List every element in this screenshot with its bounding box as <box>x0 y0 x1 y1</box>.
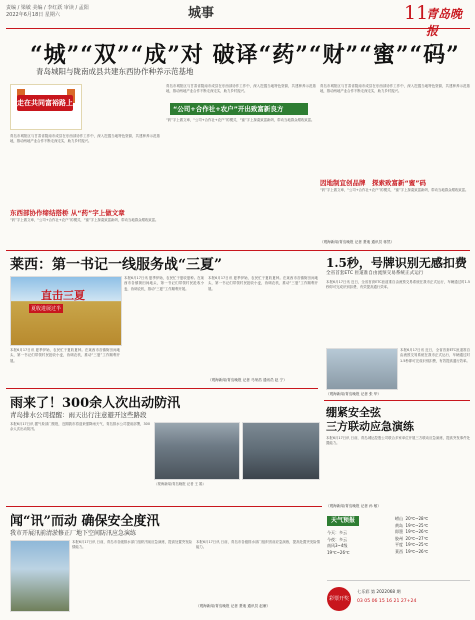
lead-section2-bar <box>170 103 308 115</box>
weather-panel <box>327 514 470 616</box>
weather-city-list <box>395 516 469 556</box>
lead-body-col2b: “药”字上做文章，“公司+合作社+农户”的模式，“蜜”字上探索致富新码，带动当地群众增收致富。 <box>166 118 315 122</box>
divider <box>6 506 322 507</box>
fire-headline-2: 三方联动应急演练 <box>326 420 414 433</box>
weather-summary <box>327 530 375 556</box>
lottery-numbers: 03 05 06 15 16 21 27+24 <box>357 599 417 604</box>
weather-row: 崂山 20℃~28℃ <box>395 516 429 521</box>
weather-row: 莱西 19℃~26℃ <box>395 548 429 554</box>
drill-headline: 闻“讯”而动 确保安全度汛 <box>10 514 160 529</box>
photo-subtitle: 夏收进展过半 <box>31 306 62 312</box>
etc-headline: 1.5秒，号牌识别无感扣费 <box>326 256 467 270</box>
weather-row: 即墨 19℃~26℃ <box>395 529 429 535</box>
rain-headline: 雨来了！300余人次出动防汛 <box>10 396 181 411</box>
lead-body-col2: 青岛市城阳区与甘肃省陇南市成县在东西部协作工作中，深入挖掘当地特色资源，共建种养示范基地，推动两地产业合作不断走深走实，助力乡村振兴。 <box>166 84 316 94</box>
lead-body-col3: 青岛市城阳区与甘肃省陇南市成县在东西部协作工作中，深入挖掘当地特色资源，共建种养示范基地，推动两地产业合作不断走深走实，助力乡村振兴。 <box>320 84 470 94</box>
drill-subhead: 我市开展汛前清淤修正厂地下空间防汛应急演练 <box>10 530 137 537</box>
lead-section2-title: “公司+合作社+农户”开出致富新良方 <box>170 103 308 115</box>
editor-meta <box>6 5 89 19</box>
lead-body-col3b: “药”字上做文章，“公司+合作社+农户”的模式，“蜜”字上探索致富新码，带动当地群众增收致富。 <box>320 188 469 192</box>
drainage-work-photo <box>242 422 320 480</box>
divider <box>324 400 470 401</box>
weather-row: 黄岛 19℃~25℃ <box>395 522 429 528</box>
wheat-harvest-photo <box>10 276 122 346</box>
rain-caption: （观海新闻/青岛晚报 记者 王 娟） <box>154 482 206 486</box>
laixi-body-col2: 本报6月17日讯 夏季伊始，农民忙于夏收夏种。在莱西市各镇街田间地头，第一书记们带领村民抢收小麦，协调农机，推动“三夏”工作顺利开展。 <box>208 276 318 291</box>
lead-subhead: 青岛城阳与陇南成县共建东西协作种养示范基地 <box>36 67 194 76</box>
weather-title: 天气预报 <box>327 516 359 526</box>
laixi-body: 本报6月17日讯 夏季伊始，农民忙于夏收夏种。在莱西市各镇街田间地头，第一书记们带领村民抢收小麦，协调农机，推动“三夏”工作顺利开展。 <box>124 276 204 291</box>
divider <box>6 388 318 389</box>
page-header <box>6 2 470 38</box>
lead-headline: “城”“双”“成”对 破译“药”“财”“蜜”“码” <box>30 42 460 68</box>
section-title: 城事 <box>188 6 215 21</box>
lottery-panel <box>327 580 470 615</box>
drill-body-col2: 本报6月17日讯 日前，青岛市各级排水部门组织汛前应急演练，提高处置突发险情能力。 <box>196 540 320 550</box>
flood-patrol-photo <box>154 422 240 480</box>
laixi-byline: （观海新闻/青岛晚报 记者 马荣浩 通讯员 赵 宁） <box>208 378 287 382</box>
lottery-logo: 彩票开奖 <box>327 587 351 611</box>
rain-subhead: 青岛排水公司提醒：雨天出行注意避开这些路段 <box>10 411 147 419</box>
drill-body: 本报6月17日讯 日前，青岛市各级排水部门组织汛前应急演练，提高处置突发险情能力。 <box>72 540 192 550</box>
weather-row: 胶州 20℃~27℃ <box>395 535 429 541</box>
fire-headline: 绷紧安全弦 <box>326 406 381 419</box>
laixi-headline: 莱西：第一书记一线服务战“三夏” <box>10 257 223 273</box>
fire-body: 本报6月17日讯 日前，青岛城运控股公司联合多家单位开展三方联动应急演练，提高突发事件处置能力。 <box>326 436 470 446</box>
divider <box>6 250 470 251</box>
lead-section3-title: 因地制宜创品牌 探索致富新“蜜”码 <box>320 179 427 187</box>
lead-byline: （观海新闻/青岛晚报 记者 萧迪 通讯员 蒋然） <box>320 240 395 244</box>
drill-scene-photo <box>10 540 70 612</box>
drill-byline: （观海新闻/青岛晚报 记者 萧迪 通讯员 赵雁） <box>196 604 271 608</box>
etc-body: 本报6月17日讯 近日，全省首套ETC匝道准自由流预交易系统在我市正式运行，车辆通过时1.5秒即可完成识别扣费，有效提高通行效率。 <box>326 280 470 290</box>
editor-credits: 责编 / 梁敏 美编 / 李红跃 审读 / 孟阳 <box>6 5 89 11</box>
lead-section1-title: 东西部协作缔结搭桥 从“药”字上做文章 <box>10 209 125 217</box>
fire-byline: （观海新闻/青岛晚报 记者 孙 敏） <box>326 504 381 508</box>
etc-lane-photo <box>326 348 398 390</box>
etc-byline: （观海新闻/青岛晚报 记者 张 华） <box>326 392 381 396</box>
weather-row: 平度 19℃~25℃ <box>395 542 429 548</box>
lottery-issue: 七乐彩 第 2022068 期 <box>357 589 401 594</box>
laixi-body-col0: 本报6月17日讯 夏季伊始，农民忙于夏收夏种。在莱西市各镇街田间地头，第一书记们带领村民抢收小麦，协调农机，推动“三夏”工作顺利开展。 <box>10 348 120 363</box>
lead-body: “药”字上做文章，“公司+合作社+农户”的模式，“蜜”字上探索致富新码，带动当地群众增收致富。 <box>10 218 159 222</box>
newspaper-logo: 青岛晚报 <box>426 7 463 38</box>
weather-wind: 南风3~4级 <box>327 543 348 549</box>
photo-title: 直击三夏 <box>41 289 85 302</box>
etc-subhead: 全省首套ETC 匝道准自由流预交易系统正式运行 <box>326 271 424 276</box>
column-badge <box>10 84 82 130</box>
weather-today: 今天：多云 <box>327 530 347 535</box>
issue-date: 2022年6月18日 星期六 <box>6 12 60 18</box>
page-number: 11 <box>404 2 429 24</box>
badge-title: 走在共同富裕路上 <box>17 95 73 111</box>
weather-tonight: 今夜：多云 <box>327 536 347 542</box>
weather-temp: 19℃~26℃ <box>327 549 350 555</box>
lead-intro: 青岛市城阳区与甘肃省陇南市成县在东西部协作工作中，深入挖掘当地特色资源，共建种养示范基地，推动两地产业合作不断走深走实，助力乡村振兴。 <box>10 134 160 144</box>
etc-body-col2: 本报6月17日讯 近日，全省首套ETC匝道准自由流预交易系统在我市正式运行，车辆通过时1.5秒即可完成识别扣费，有效提高通行效率。 <box>400 348 470 363</box>
rain-body: 本报6月17日讯 据气象部门预报，近期我市将迎来强降雨天气，青岛排水公司提前部署，300余人次出动防汛。 <box>10 422 150 432</box>
